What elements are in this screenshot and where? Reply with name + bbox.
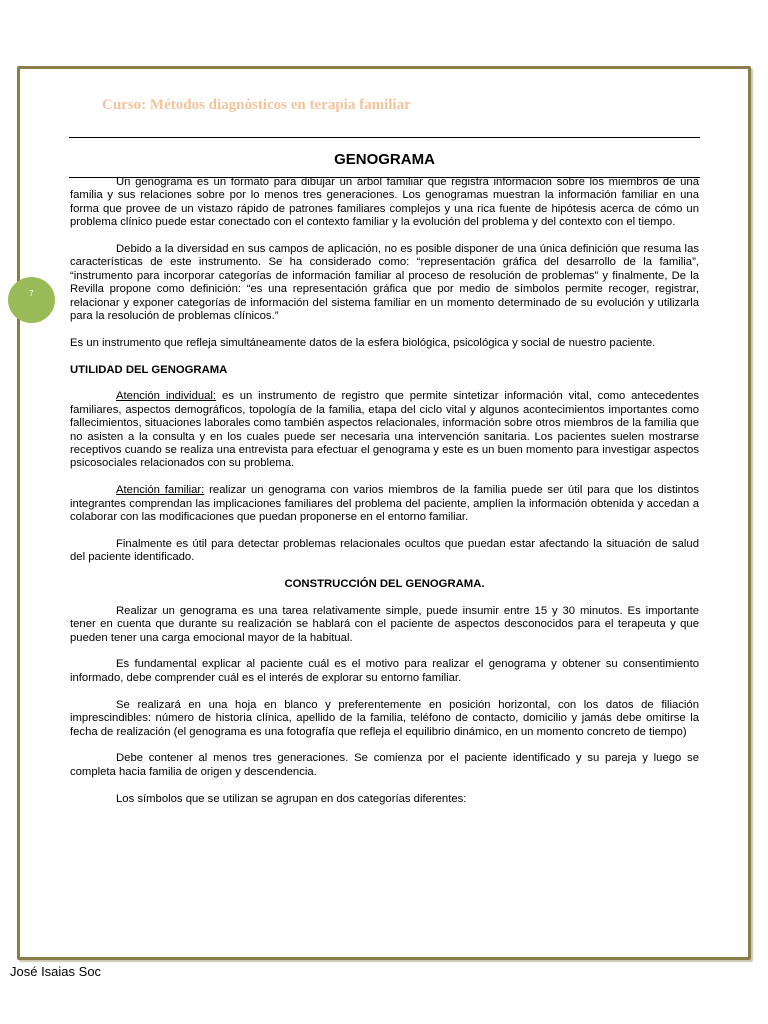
label-atencion-individual: Atención individual:	[116, 390, 217, 403]
text-atencion-individual: es un instrumento de registro que permite sintetizar información vital, como antecedentes familiares, aspectos demográficos, topología de la familia, etapa del ciclo vital y algunos acontecimientos importantes como fallecimientos, situaciones laborales como también aspectos relacionales, información sobre otros miembros de la familia que no asisten a la consulta y en los cuales puede ser necesaria una intervención sanitaria. Los pacientes suelen mostrarse receptivos cuando se realiza una entrevista para efectuar el genograma y este es un buen momento para investigar aspectos psicosociales relacionados con su problema.	[70, 390, 699, 470]
author-footer: José Isaias Soc	[10, 964, 102, 979]
paragraph-definitions: Debido a la diversidad en sus campos de aplicación, no es posible disponer de una única definición que resuma las características de este instrumento. Se ha considerado como: “representación gráfica del desarrollo de la familia”, “instrumento para incorporar categorías de información familiar al proceso de resolución de problemas” y finalmente, De la Revilla propone como definición: “es una representación gráfica que por medio de símbolos permite recoger, registrar, relacionar y exponer categorías de información del sistema familiar en un momento determinado de su evolución y utilizarla para la resolución de problemas clínicos.”	[70, 243, 699, 323]
paragraph-generaciones: Debe contener al menos tres generaciones. Se comienza por el paciente identificado y su pareja y luego se completa hacia familia de origen y descendencia.	[70, 752, 699, 778]
label-atencion-familiar: Atención familiar:	[116, 484, 205, 497]
paragraph-fundamental: Es fundamental explicar al paciente cuál es el motivo para realizar el genograma y obtener su consentimiento informado, debe comprender cuál es el interés de explorar su entorno familiar.	[70, 658, 699, 684]
course-title: Curso: Métodos diagnósticos en terapia familiar	[102, 97, 411, 113]
heading-construccion: CONSTRUCCIÓN DEL GENOGRAMA.	[284, 578, 485, 591]
page-number: 7	[29, 289, 34, 298]
heading-utilidad: UTILIDAD DEL GENOGRAMA	[70, 363, 228, 376]
paragraph-atencion-familiar	[70, 484, 699, 524]
paragraph-intro: Un genograma es un formato para dibujar un árbol familiar que registra información sobre los miembros de una familia y sus relaciones sobre por lo menos tres generaciones. Los genogramas muestran la información familiar en una forma que provee de un vistazo rápido de patrones familiares complejos y una rica fuente de hipótesis acerca de cómo un problema clínico puede estar conectado con el contexto familiar y la evolución del problema y del contexto con el tiempo.	[70, 176, 699, 229]
paragraph-hoja: Se realizará en una hoja en blanco y preferentemente en posición horizontal, con los datos de filiación imprescindibles: número de historia clínica, apellido de la familia, teléfono de contacto, domicilio y jamás debe omitirse la fecha de realización (el genograma es una fotografía que refleja el equilibrio dinámico, en un momento concreto de tiempo)	[70, 698, 699, 738]
text-atencion-familiar: realizar un genograma con varios miembros de la familia puede ser útil para que los distintos integrantes comprendan las implicaciones familiares del problema del paciente, amplíen la información obtenida y accedan a colaborar con las modificaciones que puedan proponerse en el entorno familiar.	[70, 484, 699, 524]
document-body	[70, 176, 699, 819]
document-title: GENOGRAMA	[334, 151, 435, 168]
header-divider	[69, 137, 700, 138]
page-number-badge	[8, 277, 55, 323]
paragraph-finalmente: Finalmente es útil para detectar problemas relacionales ocultos que puedan estar afectando la situación de salud del paciente identificado.	[70, 537, 699, 564]
paragraph-realizar: Realizar un genograma es una tarea relativamente simple, puede insumir entre 15 y 30 minutos. Es importante tener en cuenta que durante su realización se hablará con el paciente de aspectos desconocidos para el terapeuta y que pueden tener una carga emocional mayor de la habitual.	[70, 604, 699, 644]
paragraph-instrument: Es un instrumento que refleja simultáneamente datos de la esfera biológica, psicológica y social de nuestro paciente.	[70, 336, 656, 349]
paragraph-atencion-individual	[70, 390, 699, 470]
paragraph-simbolos: Los símbolos que se utilizan se agrupan en dos categorías diferentes:	[116, 792, 467, 805]
